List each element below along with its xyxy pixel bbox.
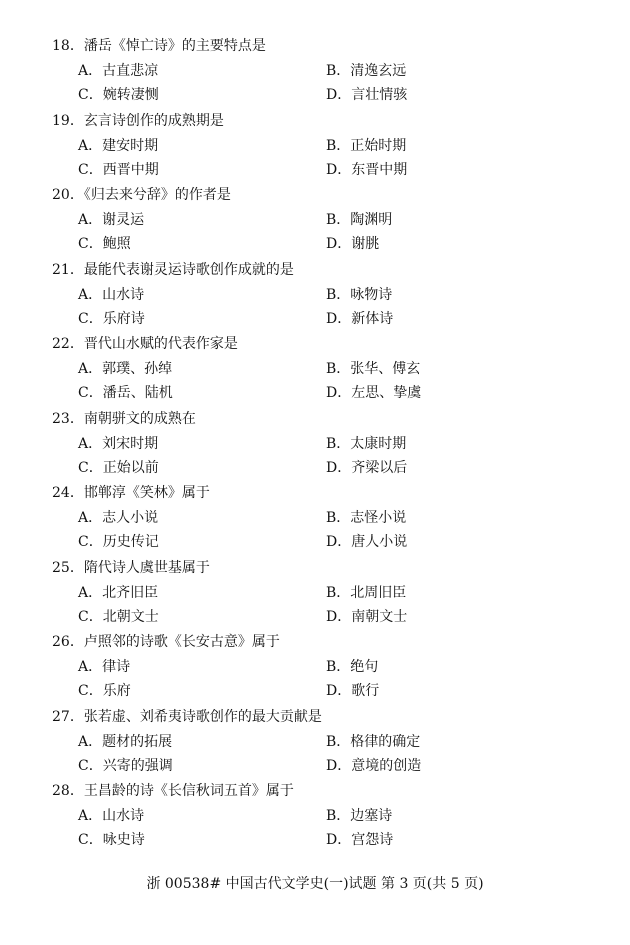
option-c: C．乐府: [78, 683, 131, 699]
question-item: [52, 109, 612, 184]
option-a: A．山水诗: [78, 286, 145, 303]
option-d: D．谢朓: [326, 236, 380, 252]
question-item: [52, 34, 612, 109]
question-stem: 19．玄言诗创作的成熟期是: [52, 112, 224, 129]
page-footer: 浙 00538# 中国古代文学史(一)试题 第 3 页(共 5 页): [146, 876, 484, 892]
option-b: B．北周旧臣: [326, 584, 407, 601]
option-b: B．陶渊明: [326, 212, 393, 228]
question-item: [52, 258, 612, 333]
option-c: C．乐府诗: [78, 310, 145, 327]
option-d: D．南朝文士: [326, 608, 408, 625]
option-d: D．左思、挚虞: [326, 385, 422, 401]
option-b: B．边塞诗: [326, 808, 393, 824]
option-a: A．山水诗: [78, 808, 145, 824]
option-b: B．格律的确定: [326, 733, 421, 750]
option-a: A．题材的拓展: [78, 733, 173, 750]
option-d: D．歌行: [326, 683, 380, 699]
question-stem: 28．王昌龄的诗《长信秋词五首》属于: [52, 783, 294, 799]
option-b: B．绝句: [326, 659, 379, 675]
option-a: A．建安时期: [78, 137, 159, 154]
option-a: A．律诗: [78, 659, 131, 675]
option-b: B．张华、傅玄: [326, 361, 421, 377]
option-a: A．谢灵运: [78, 212, 145, 228]
option-c: C．咏史诗: [78, 832, 145, 848]
question-stem: 23．南朝骈文的成熟在: [52, 410, 196, 427]
question-item: [52, 332, 612, 407]
question-item: [52, 779, 612, 854]
question-stem: 20．《归去来兮辞》的作者是: [52, 187, 231, 203]
option-b: B．太康时期: [326, 435, 407, 452]
option-a: A．刘宋时期: [78, 435, 159, 452]
option-d: D．东晋中期: [326, 161, 408, 178]
question-item: [52, 183, 612, 258]
question-stem: 22．晋代山水赋的代表作家是: [52, 336, 238, 352]
option-b: B．志怪小说: [326, 510, 407, 526]
question-stem: 25．隋代诗人虞世基属于: [52, 559, 210, 576]
question-item: [52, 556, 612, 631]
question-stem: 21．最能代表谢灵运诗歌创作成就的是: [52, 261, 294, 278]
option-c: C．鲍照: [78, 236, 131, 252]
question-list: [52, 34, 612, 854]
question-stem: 27．张若虚、刘希夷诗歌创作的最大贡献是: [52, 708, 322, 725]
question-item: [52, 630, 612, 705]
option-a: A．北齐旧臣: [78, 584, 159, 601]
question-stem: 24．邯郸淳《笑林》属于: [52, 485, 210, 501]
option-c: C．婉转凄恻: [78, 87, 159, 103]
question-item: [52, 407, 612, 482]
option-d: D．新体诗: [326, 310, 394, 327]
option-d: D．言壮情骇: [326, 87, 408, 103]
option-b: B．咏物诗: [326, 286, 393, 303]
option-a: A．志人小说: [78, 510, 159, 526]
option-c: C．潘岳、陆机: [78, 385, 173, 401]
option-c: C．兴寄的强调: [78, 757, 173, 774]
option-c: C．正始以前: [78, 459, 159, 476]
option-d: D．唐人小说: [326, 534, 408, 550]
option-c: C．历史传记: [78, 534, 159, 550]
option-c: C．北朝文士: [78, 608, 159, 625]
option-d: D．齐梁以后: [326, 459, 408, 476]
question-stem: 26．卢照邻的诗歌《长安古意》属于: [52, 634, 280, 650]
question-stem: 18．潘岳《悼亡诗》的主要特点是: [52, 38, 266, 54]
option-a: A．郭璞、孙绰: [78, 361, 173, 377]
option-d: D．宫怨诗: [326, 832, 394, 848]
question-item: [52, 705, 612, 780]
option-b: B．清逸玄远: [326, 63, 407, 79]
option-d: D．意境的创造: [326, 757, 422, 774]
option-a: A．古直悲凉: [78, 63, 159, 79]
question-item: [52, 481, 612, 556]
option-c: C．西晋中期: [78, 161, 159, 178]
option-b: B．正始时期: [326, 137, 407, 154]
